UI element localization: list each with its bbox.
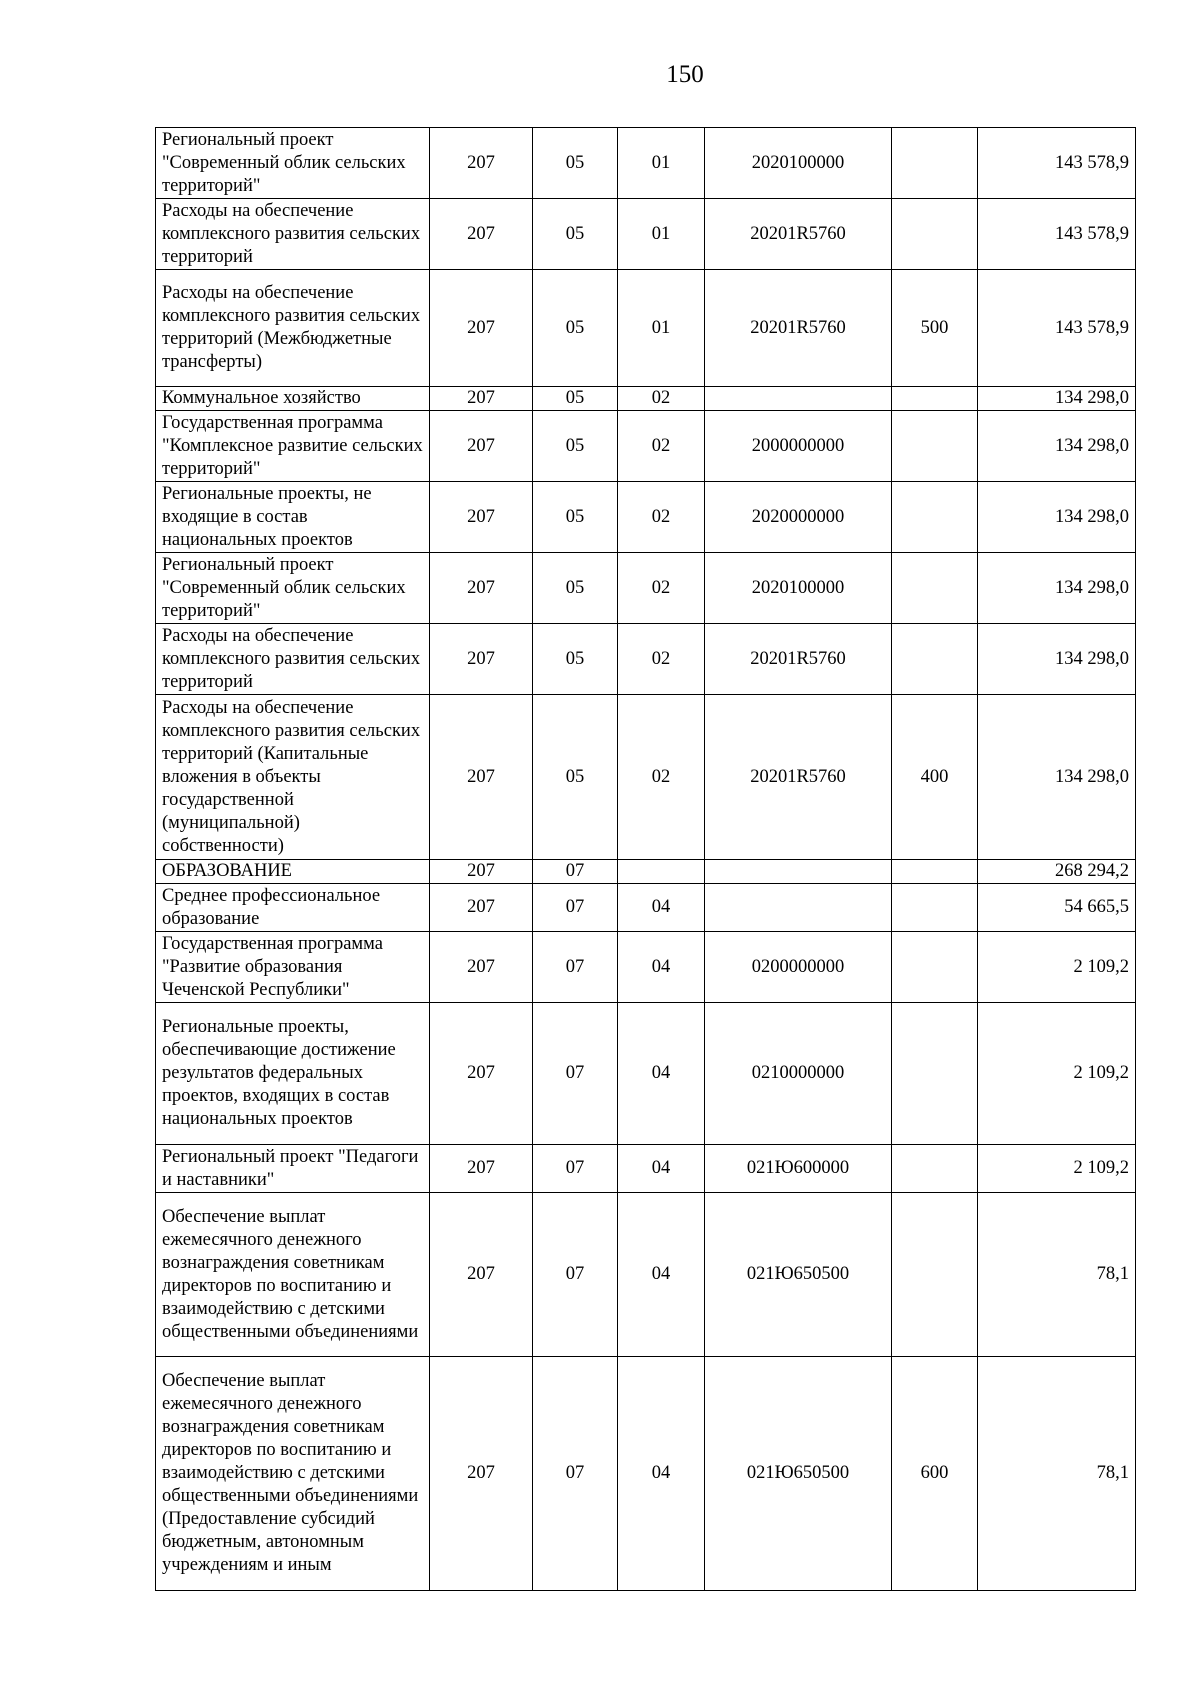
row-expense-type bbox=[892, 128, 978, 199]
row-subsection-code: 04 bbox=[618, 932, 705, 1003]
row-amount: 78,1 bbox=[978, 1193, 1136, 1357]
row-admin-code: 207 bbox=[430, 884, 533, 932]
row-subsection-code: 01 bbox=[618, 199, 705, 270]
row-admin-code: 207 bbox=[430, 695, 533, 860]
row-name: Государственная программа "Развитие образования Чеченской Республики" bbox=[156, 932, 430, 1003]
table-row bbox=[156, 270, 1136, 387]
row-admin-code: 207 bbox=[430, 1357, 533, 1591]
row-name: Региональный проект "Современный облик сельских территорий" bbox=[156, 128, 430, 199]
row-expense-type: 400 bbox=[892, 695, 978, 860]
row-section-code: 05 bbox=[533, 128, 618, 199]
row-expense-type bbox=[892, 1193, 978, 1357]
row-amount: 143 578,9 bbox=[978, 128, 1136, 199]
row-section-code: 07 bbox=[533, 932, 618, 1003]
row-name: Среднее профессиональное образование bbox=[156, 884, 430, 932]
row-expense-type bbox=[892, 482, 978, 553]
row-target-code: 021Ю650500 bbox=[705, 1357, 892, 1591]
row-subsection-code: 02 bbox=[618, 553, 705, 624]
row-amount: 143 578,9 bbox=[978, 270, 1136, 387]
row-amount: 134 298,0 bbox=[978, 695, 1136, 860]
row-admin-code: 207 bbox=[430, 387, 533, 411]
row-subsection-code: 02 bbox=[618, 695, 705, 860]
budget-table bbox=[155, 127, 1136, 1591]
row-amount: 134 298,0 bbox=[978, 624, 1136, 695]
row-amount: 143 578,9 bbox=[978, 199, 1136, 270]
row-expense-type bbox=[892, 1003, 978, 1145]
row-amount: 78,1 bbox=[978, 1357, 1136, 1591]
row-subsection-code: 04 bbox=[618, 1357, 705, 1591]
row-admin-code: 207 bbox=[430, 932, 533, 1003]
table-row bbox=[156, 884, 1136, 932]
row-subsection-code bbox=[618, 860, 705, 884]
row-expense-type bbox=[892, 932, 978, 1003]
row-expense-type: 600 bbox=[892, 1357, 978, 1591]
row-name: Расходы на обеспечение комплексного развития сельских территорий (Капитальные вложения в объекты государственной (муниципальной) собственности) bbox=[156, 695, 430, 860]
row-admin-code: 207 bbox=[430, 128, 533, 199]
row-name: Расходы на обеспечение комплексного развития сельских территорий bbox=[156, 199, 430, 270]
row-name: Расходы на обеспечение комплексного развития сельских территорий (Межбюджетные трансферты) bbox=[156, 270, 430, 387]
row-amount: 2 109,2 bbox=[978, 932, 1136, 1003]
table-row bbox=[156, 932, 1136, 1003]
row-amount: 268 294,2 bbox=[978, 860, 1136, 884]
row-section-code: 05 bbox=[533, 553, 618, 624]
row-subsection-code: 04 bbox=[618, 1003, 705, 1145]
row-subsection-code: 01 bbox=[618, 128, 705, 199]
row-target-code: 2000000000 bbox=[705, 411, 892, 482]
row-admin-code: 207 bbox=[430, 553, 533, 624]
row-subsection-code: 04 bbox=[618, 1145, 705, 1193]
row-admin-code: 207 bbox=[430, 270, 533, 387]
row-amount: 134 298,0 bbox=[978, 482, 1136, 553]
row-target-code: 2020100000 bbox=[705, 128, 892, 199]
row-section-code: 05 bbox=[533, 411, 618, 482]
row-expense-type bbox=[892, 387, 978, 411]
row-target-code: 2020000000 bbox=[705, 482, 892, 553]
row-target-code: 0210000000 bbox=[705, 1003, 892, 1145]
row-name: Региональные проекты, не входящие в состав национальных проектов bbox=[156, 482, 430, 553]
table-row bbox=[156, 482, 1136, 553]
row-subsection-code: 02 bbox=[618, 387, 705, 411]
row-subsection-code: 04 bbox=[618, 884, 705, 932]
table-row bbox=[156, 1193, 1136, 1357]
table-row bbox=[156, 411, 1136, 482]
row-name: Государственная программа "Комплексное развитие сельских территорий" bbox=[156, 411, 430, 482]
table-row bbox=[156, 553, 1136, 624]
row-name: Коммунальное хозяйство bbox=[156, 387, 430, 411]
row-section-code: 05 bbox=[533, 199, 618, 270]
table-row bbox=[156, 199, 1136, 270]
row-target-code: 0200000000 bbox=[705, 932, 892, 1003]
row-name: Обеспечение выплат ежемесячного денежного вознаграждения советникам директоров по воспитанию и взаимодействию с детскими общественными объединениями (Предоставление субсидий бюджетным, автономным учреждениям и иным bbox=[156, 1357, 430, 1591]
row-section-code: 05 bbox=[533, 624, 618, 695]
row-target-code: 20201R5760 bbox=[705, 695, 892, 860]
row-admin-code: 207 bbox=[430, 624, 533, 695]
row-subsection-code: 02 bbox=[618, 624, 705, 695]
table-row bbox=[156, 1003, 1136, 1145]
row-expense-type bbox=[892, 1145, 978, 1193]
table-row bbox=[156, 624, 1136, 695]
row-name: Региональные проекты, обеспечивающие достижение результатов федеральных проектов, входящих в состав национальных проектов bbox=[156, 1003, 430, 1145]
row-name: Обеспечение выплат ежемесячного денежного вознаграждения советникам директоров по воспитанию и взаимодействию с детскими общественными объединениями bbox=[156, 1193, 430, 1357]
row-amount: 2 109,2 bbox=[978, 1003, 1136, 1145]
row-target-code: 021Ю650500 bbox=[705, 1193, 892, 1357]
row-target-code: 20201R5760 bbox=[705, 624, 892, 695]
row-name: Региональный проект "Педагоги и наставники" bbox=[156, 1145, 430, 1193]
row-expense-type bbox=[892, 860, 978, 884]
row-admin-code: 207 bbox=[430, 860, 533, 884]
row-target-code: 021Ю600000 bbox=[705, 1145, 892, 1193]
row-section-code: 07 bbox=[533, 1003, 618, 1145]
row-admin-code: 207 bbox=[430, 482, 533, 553]
row-section-code: 07 bbox=[533, 1357, 618, 1591]
row-target-code: 2020100000 bbox=[705, 553, 892, 624]
row-target-code: 20201R5760 bbox=[705, 270, 892, 387]
row-amount: 134 298,0 bbox=[978, 553, 1136, 624]
row-target-code bbox=[705, 387, 892, 411]
row-target-code bbox=[705, 884, 892, 932]
row-subsection-code: 02 bbox=[618, 411, 705, 482]
page-number: 150 bbox=[666, 61, 704, 88]
row-admin-code: 207 bbox=[430, 1193, 533, 1357]
row-expense-type bbox=[892, 411, 978, 482]
row-amount: 134 298,0 bbox=[978, 411, 1136, 482]
row-name: Расходы на обеспечение комплексного развития сельских территорий bbox=[156, 624, 430, 695]
row-expense-type bbox=[892, 199, 978, 270]
row-section-code: 07 bbox=[533, 1145, 618, 1193]
row-expense-type bbox=[892, 884, 978, 932]
row-section-code: 05 bbox=[533, 482, 618, 553]
row-admin-code: 207 bbox=[430, 199, 533, 270]
row-amount: 134 298,0 bbox=[978, 387, 1136, 411]
row-admin-code: 207 bbox=[430, 411, 533, 482]
row-section-code: 05 bbox=[533, 695, 618, 860]
row-target-code bbox=[705, 860, 892, 884]
row-section-code: 05 bbox=[533, 270, 618, 387]
row-subsection-code: 04 bbox=[618, 1193, 705, 1357]
row-subsection-code: 01 bbox=[618, 270, 705, 387]
row-section-code: 07 bbox=[533, 1193, 618, 1357]
table-row bbox=[156, 128, 1136, 199]
table-row bbox=[156, 387, 1136, 411]
row-admin-code: 207 bbox=[430, 1003, 533, 1145]
row-expense-type bbox=[892, 553, 978, 624]
row-subsection-code: 02 bbox=[618, 482, 705, 553]
row-name: ОБРАЗОВАНИЕ bbox=[156, 860, 430, 884]
row-amount: 2 109,2 bbox=[978, 1145, 1136, 1193]
row-target-code: 20201R5760 bbox=[705, 199, 892, 270]
row-section-code: 07 bbox=[533, 860, 618, 884]
row-section-code: 05 bbox=[533, 387, 618, 411]
row-expense-type bbox=[892, 624, 978, 695]
row-name: Региональный проект "Современный облик сельских территорий" bbox=[156, 553, 430, 624]
table-row bbox=[156, 695, 1136, 860]
row-expense-type: 500 bbox=[892, 270, 978, 387]
row-amount: 54 665,5 bbox=[978, 884, 1136, 932]
table-row bbox=[156, 860, 1136, 884]
row-admin-code: 207 bbox=[430, 1145, 533, 1193]
table-row bbox=[156, 1145, 1136, 1193]
table-row bbox=[156, 1357, 1136, 1591]
row-section-code: 07 bbox=[533, 884, 618, 932]
